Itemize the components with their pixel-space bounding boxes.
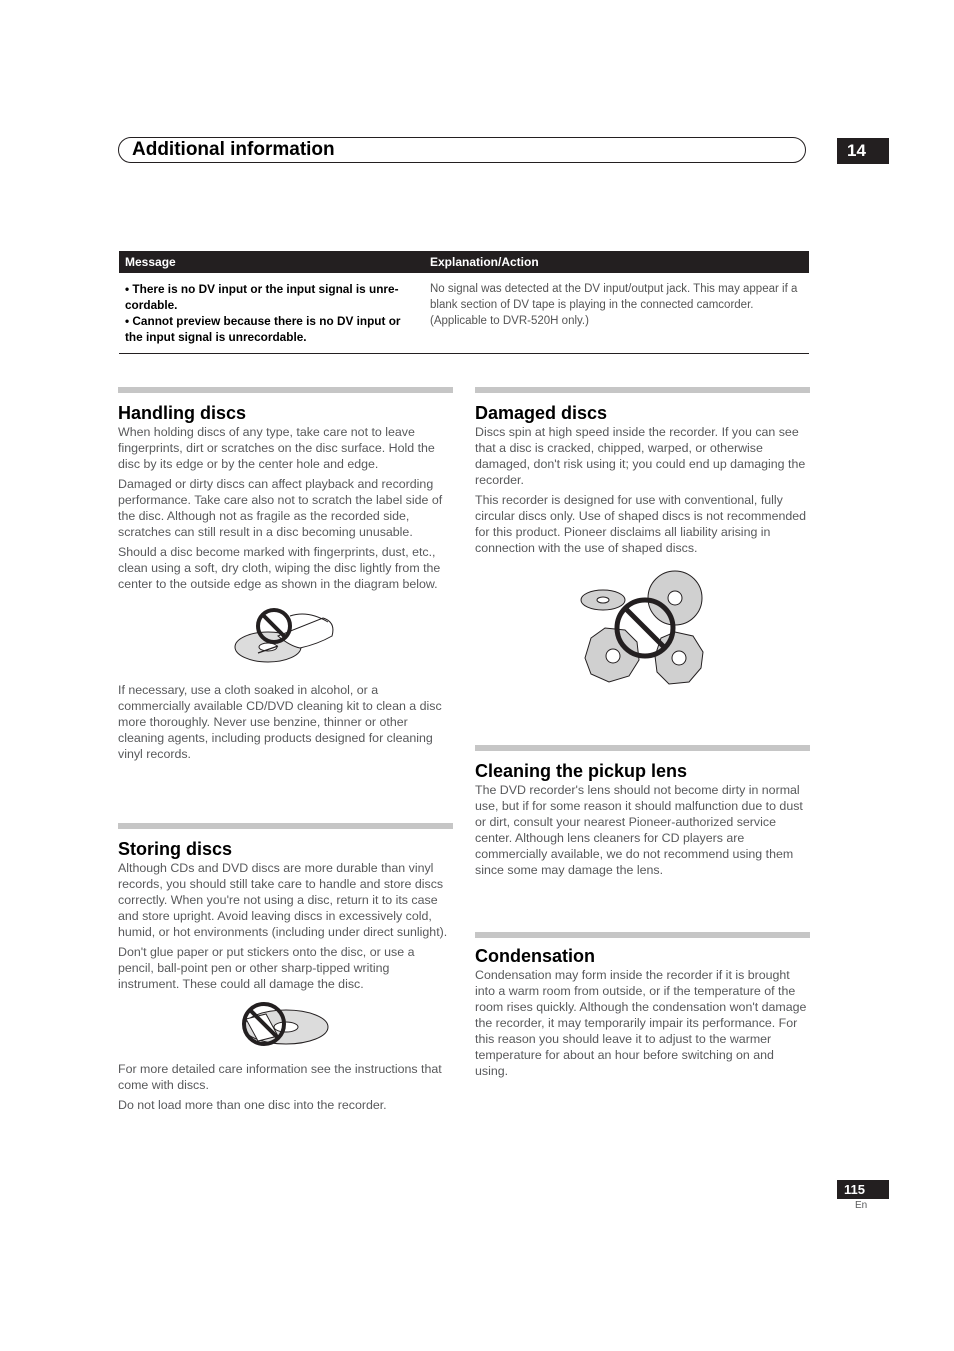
page-number: 115 [837, 1180, 889, 1199]
paragraph: Discs spin at high speed inside the recorder. If you can see that a disc is cracked, chipped, warped, or otherwise damaged, don't risk using it; you could end up damaging the recorder. [475, 425, 806, 487]
table-row [119, 273, 809, 354]
section-divider [475, 745, 810, 751]
message-cell [119, 273, 424, 354]
section-divider [118, 823, 453, 829]
paragraph: Should a disc become marked with fingerprints, dust, etc., clean using a soft, dry cloth, wiping the disc lightly from the center to the outside edge as shown in the diagram below. [118, 545, 441, 591]
paragraph: Do not load more than one disc into the recorder. [118, 1098, 387, 1112]
section-title: Handling discs [118, 403, 247, 423]
section-title: Condensation [475, 946, 595, 966]
handling-discs-section [118, 387, 453, 766]
paragraph: Don't glue paper or put stickers onto the disc, or use a pencil, ball-point pen or other sharp-tipped writing instrument. These could all damage the disc. [118, 945, 415, 991]
section-title: Cleaning the pickup lens [475, 761, 688, 781]
paragraph: If necessary, use a cloth soaked in alcohol, or a commercially available CD/DVD cleaning kit to clean a disc more thoroughly. Never use benzine, thinner or other cleaning agents, including products designed for cleaning vinyl records. [118, 683, 442, 761]
paragraph: When holding discs of any type, take care not to leave fingerprints, dirt or scratches on the disc surface. Hold the disc by its edge or by the center hole and edge. [118, 425, 435, 471]
paragraph: For more detailed care information see the instructions that come with discs. [118, 1062, 442, 1092]
section-title: Storing discs [118, 839, 233, 859]
condensation-section [475, 932, 810, 1083]
page-title: Additional information [132, 139, 335, 160]
explanation-cell: No signal was detected at the DV input/output jack. This may appear if a blank section of DV tape is playing in the connected camcorder. (Applicable to DVR-520H only.) [424, 273, 809, 354]
paragraph: Although CDs and DVD discs are more durable than vinyl records, you should still take care to handle and store discs correctly. When you're not using a disc, return it to its case and store upright. Avoid leaving discs in excessively cold, humid, or hot environments (including under direct sunlight). [118, 861, 448, 939]
message-line: • There is no DV input or the input signal is unre-cordable. [125, 282, 399, 312]
storing-discs-section [118, 823, 453, 1117]
message-line: • Cannot preview because there is no DV input or the input signal is unrecordable. [125, 314, 401, 344]
column-header-explanation: Explanation/Action [424, 251, 809, 273]
language-label: En [855, 1200, 868, 1211]
paragraph: This recorder is designed for use with conventional, fully circular discs only. Use of shaped discs is not recommended for this product. Pioneer disclaims all liability arising in connection with the use of shaped discs. [475, 493, 807, 555]
section-title: Damaged discs [475, 403, 608, 423]
message-table [119, 251, 809, 354]
section-divider [118, 387, 453, 393]
section-divider [475, 387, 810, 393]
shaped-discs-warning-illustration [475, 560, 810, 690]
column-header-message: Message [119, 251, 424, 273]
chapter-number: 14 [837, 138, 889, 164]
paragraph: Condensation may form inside the recorder if it is brought into a warm room from outside, or if the temperature of the room rises quickly. Although the condensation won't damage the recorder, it may temporarily impair its performance. For this reason you should leave it to adjust to the warmer temperature for about an hour before switching on and using. [475, 968, 807, 1078]
paragraph: The DVD recorder's lens should not become dirty in normal use, but if for some reason it should malfunction due to dust or dirt, consult your nearest Pioneer-authorized service center. Although lens cleaners for CD players are commercially available, we do not recommend using them since some may damage the lens. [475, 783, 803, 877]
disc-sticker-warning-illustration [118, 996, 453, 1054]
damaged-discs-section [475, 387, 810, 690]
section-divider [475, 932, 810, 938]
table-header-row [119, 251, 809, 273]
cleaning-pickup-lens-section [475, 745, 810, 882]
disc-cleaning-illustration [118, 596, 453, 674]
paragraph: Damaged or dirty discs can affect playback and recording performance. Take care also not to scratch the label side of the disc. Although not as fragile as the recorded side, scratches can still result in a disc becoming unusable. [118, 477, 443, 539]
